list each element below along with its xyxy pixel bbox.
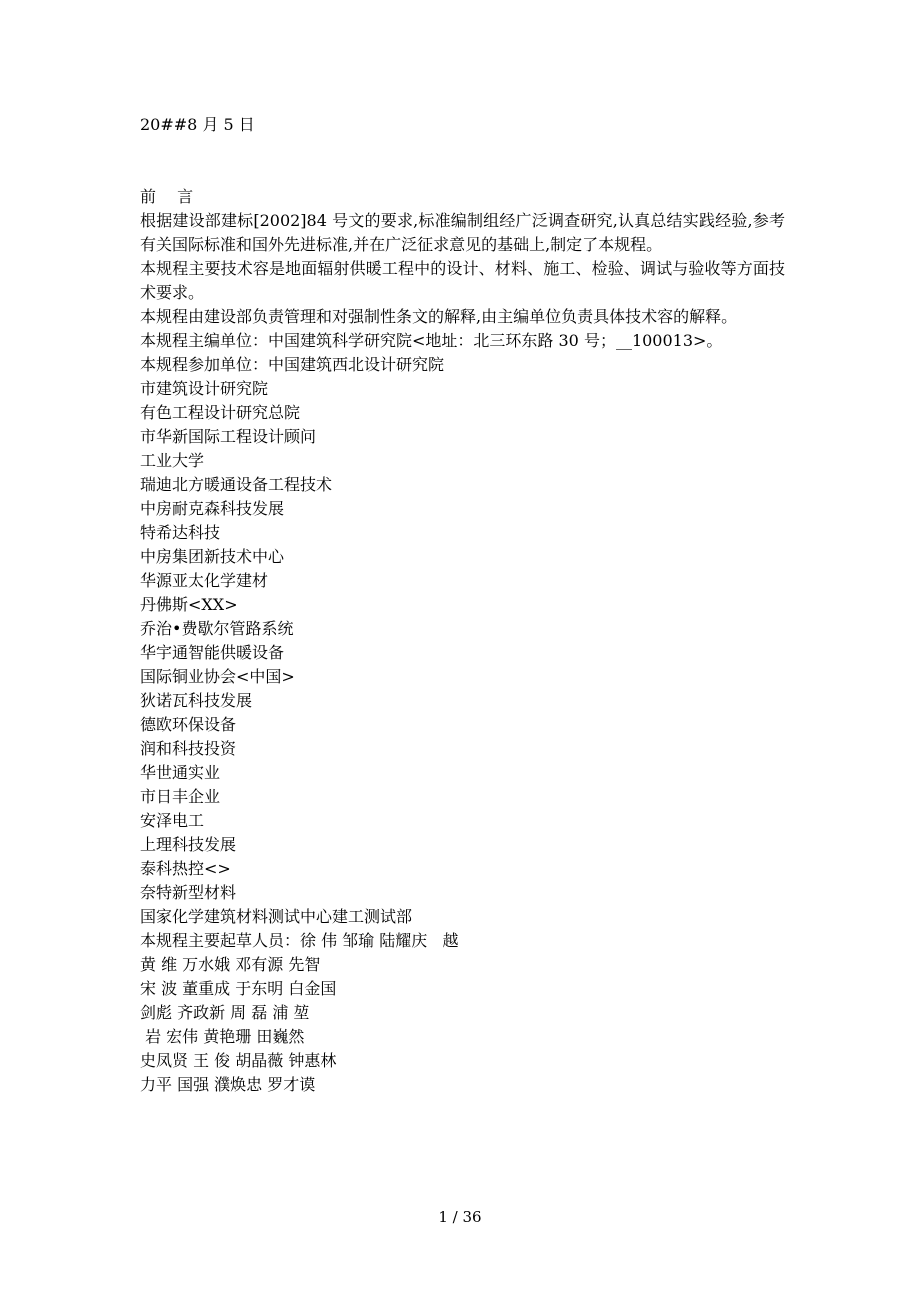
participating-unit: 华宇通智能供暖设备 bbox=[140, 643, 285, 662]
drafters-label: 本规程主要起草人员：徐 伟 邹瑜 陆耀庆 越 bbox=[140, 931, 459, 950]
drafters-line: 史凤贤 王 俊 胡晶薇 钟惠林 bbox=[140, 1051, 337, 1070]
participating-unit: 工业大学 bbox=[140, 451, 205, 470]
section-heading: 前 言 bbox=[140, 187, 202, 206]
participating-unit: 特希达科技 bbox=[140, 523, 221, 542]
drafters-line: 岩 宏伟 黄艳珊 田巍然 bbox=[140, 1027, 305, 1046]
participating-unit: 中房耐克森科技发展 bbox=[140, 499, 285, 518]
participating-unit: 国家化学建筑材料测试中心建工测试部 bbox=[140, 907, 413, 926]
participating-unit: 奈特新型材料 bbox=[140, 883, 237, 902]
drafters-line: 黄 维 万水娥 邓有源 先智 bbox=[140, 955, 321, 974]
document-date: 20##8 月 5 日 bbox=[140, 115, 255, 134]
document-body bbox=[140, 185, 785, 1097]
drafters-line: 宋 波 董重成 于东明 白金国 bbox=[140, 979, 337, 998]
participating-unit: 丹佛斯<XX> bbox=[140, 595, 238, 614]
participating-unit: 有色工程设计研究总院 bbox=[140, 403, 301, 422]
paragraph-participating-label: 本规程参加单位：中国建筑西北设计研究院 bbox=[140, 355, 445, 374]
participating-unit: 市日丰企业 bbox=[140, 787, 221, 806]
participating-unit: 国际铜业协会<中国> bbox=[140, 667, 295, 686]
participating-unit: 华源亚太化学建材 bbox=[140, 571, 269, 590]
participating-unit: 市华新国际工程设计顾问 bbox=[140, 427, 317, 446]
drafters-line: 剑彪 齐政新 周 磊 浦 堃 bbox=[140, 1003, 310, 1022]
paragraph-basis: 根据建设部建标[2002]84 号文的要求,标准编制组经广泛调查研究,认真总结实践经验,参考有关国际标准和国外先进标准,并在广泛征求意见的基础上,制定了本规程。 bbox=[140, 211, 785, 254]
participating-unit: 泰科热控<> bbox=[140, 859, 231, 878]
participating-unit: 安泽电工 bbox=[140, 811, 205, 830]
participating-unit: 狄诺瓦科技发展 bbox=[140, 691, 253, 710]
paragraph-content: 本规程主要技术容是地面辐射供暖工程中的设计、材料、施工、检验、调试与验收等方面技术要求。 bbox=[140, 259, 785, 302]
drafters-line: 力平 国强 濮焕忠 罗才谟 bbox=[140, 1075, 316, 1094]
participating-unit: 瑞迪北方暖通设备工程技术 bbox=[140, 475, 333, 494]
page-number: 1 / 36 bbox=[438, 1208, 482, 1226]
participating-unit: 华世通实业 bbox=[140, 763, 221, 782]
paragraph-chief-unit: 本规程主编单位：中国建筑科学研究院<地址：北三环东路 30 号；__100013>。 bbox=[140, 331, 723, 350]
paragraph-management: 本规程由建设部负责管理和对强制性条文的解释,由主编单位负责具体技术容的解释。 bbox=[140, 307, 738, 326]
participating-unit: 市建筑设计研究院 bbox=[140, 379, 269, 398]
participating-unit: 上理科技发展 bbox=[140, 835, 237, 854]
participating-unit: 乔治•费歇尔管路系统 bbox=[140, 619, 294, 638]
participating-unit: 德欧环保设备 bbox=[140, 715, 237, 734]
participating-unit: 润和科技投资 bbox=[140, 739, 237, 758]
participating-unit: 中房集团新技术中心 bbox=[140, 547, 285, 566]
